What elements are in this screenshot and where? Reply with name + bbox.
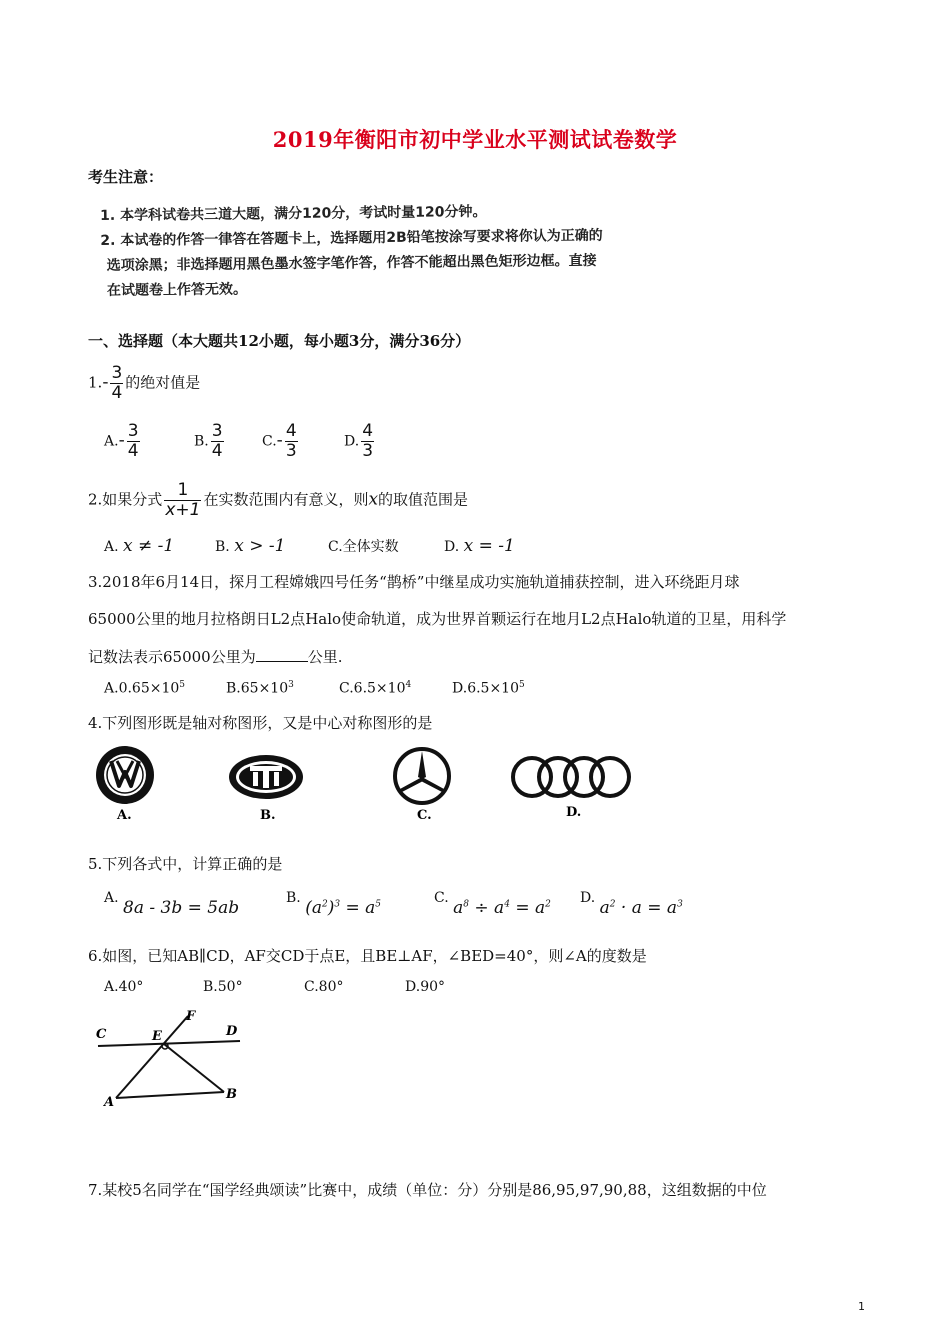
notice-line-3: 选项涂黑；非选择题用黑色墨水签字笔作答，作答不能超出黑色矩形边框。直接 xyxy=(106,252,597,274)
q2-option-b[interactable]: B. x > -1 xyxy=(215,536,286,556)
line-cd xyxy=(98,1041,240,1046)
q3-line-1: 3.2018年6月14日，探月工程嫦娥四号任务“鹊桥”中继星成功实施轨道捕获控制，进入环绕距月球 xyxy=(88,573,740,591)
question-4: 4.下列图形既是轴对称图形，又是中心对称图形的是 xyxy=(88,714,433,732)
q3-option-d[interactable]: $D.6.5\times 10^5$ xyxy=(452,680,525,697)
question-6: 6.如图，已知AB∥CD，AF交CD于点E，且BE⊥AF，∠BED=40°，则∠A的度数是 xyxy=(88,947,647,965)
q6-option-a[interactable]: A.40° xyxy=(104,979,144,995)
q1-fraction xyxy=(110,364,123,403)
q6-option-b[interactable]: B.50° xyxy=(203,979,243,995)
point-a-label: A xyxy=(104,1095,115,1110)
question-7: 7.某校5名同学在“国学经典颂读”比赛中，成绩（单位：分）分别是86,95,97,90,88，这组数据的中位 xyxy=(88,1181,767,1199)
q2-option-c[interactable]: C.全体实数 xyxy=(328,539,399,555)
logo-label-b: B. xyxy=(260,808,276,823)
q4-logos xyxy=(92,744,652,826)
q1-neg: - xyxy=(102,372,109,393)
logo-c-mercedes-icon[interactable] xyxy=(395,749,449,803)
q2-option-a[interactable]: A. x ≠ -1 xyxy=(104,536,175,556)
q5-option-c[interactable]: C. $a^8 \div a^4 = a^2$ xyxy=(434,890,551,918)
q5-option-a[interactable]: A. 8a - 3b = 5ab xyxy=(104,890,240,918)
q1-option-c[interactable]: C.- $\frac{4}{3}$ xyxy=(262,421,297,461)
logo-b-faw-icon[interactable] xyxy=(229,755,303,799)
q1-option-d[interactable]: D. $\frac{4}{3}$ xyxy=(344,421,374,461)
notice-line-1: 1. 本学科试卷共三道大题，满分120分，考试时量120分钟。 xyxy=(100,203,487,224)
q1-number: 1. xyxy=(88,373,103,392)
question-2: 2.如果分式 $\frac{1}{x+1}$ 在实数范围内有意义，则x的取值范围是 xyxy=(88,480,469,520)
logo-label-c: C. xyxy=(417,808,432,823)
line-eb xyxy=(164,1044,224,1092)
logo-d-audi-icon[interactable] xyxy=(513,758,629,796)
notice-heading: 考生注意： xyxy=(88,168,164,186)
q6-option-d[interactable]: D.90° xyxy=(405,979,446,995)
q3-option-c[interactable]: $C.6.5\times 10^4$ xyxy=(339,680,412,697)
notice-line-4: 在试题卷上作答无效。 xyxy=(106,281,247,299)
point-e-label: E xyxy=(152,1029,162,1044)
q6-option-c[interactable]: C.80° xyxy=(304,979,344,995)
line-ab xyxy=(116,1092,224,1098)
question-3 xyxy=(88,571,739,592)
question-5: 5.下列各式中，计算正确的是 xyxy=(88,855,283,873)
q3-option-a[interactable]: $A.0.65\times 10^5$ xyxy=(104,680,186,697)
exam-title: 2019年衡阳市初中学业水平测试试卷数学 xyxy=(272,127,678,152)
section-heading: 一、选择题（本大题共12小题，每小题3分，满分36分） xyxy=(88,332,471,350)
q6-geometry-figure xyxy=(88,1008,258,1112)
logo-label-d: D. xyxy=(566,805,582,820)
q5-option-d[interactable]: D. $a^2 \cdot a = a^3$ xyxy=(580,890,683,918)
question-3-line-2: 65000公里的地月拉格朗日L2点Halo使命轨道，成为世界首颗运行在地月L2点Halo轨道的卫星，用科学 xyxy=(88,610,787,628)
point-f-label: F xyxy=(186,1009,196,1024)
question-3-line-3: 记数法表示65000公里为 公里. xyxy=(88,648,343,666)
q3-blank[interactable] xyxy=(256,649,308,662)
question-1 xyxy=(88,364,200,403)
page-number: 1 xyxy=(858,1300,865,1313)
logo-a-vw-icon[interactable] xyxy=(96,746,154,804)
q1-option-a[interactable]: A.- $\frac{3}{4}$ xyxy=(104,421,139,461)
point-c-label: C xyxy=(96,1027,107,1042)
q2-option-d[interactable]: D. x = -1 xyxy=(444,536,515,556)
q1-numerator: 3 xyxy=(111,363,123,383)
notice-line-2: 2. 本试卷的作答一律答在答题卡上，选择题用2B铅笔按涂写要求将你认为正确的 xyxy=(100,227,603,249)
q1-denominator: 4 xyxy=(111,383,123,403)
q5-option-b[interactable]: B. $(a^2)^3 = a^5$ xyxy=(286,890,382,918)
point-d-label: D xyxy=(226,1024,238,1039)
q1-text: 的绝对值是 xyxy=(125,373,201,392)
point-b-label: B xyxy=(226,1087,237,1102)
q3-option-b[interactable]: $B.65\times 10^3$ xyxy=(226,680,294,697)
logo-label-a: A. xyxy=(117,808,132,823)
q2-fraction: $\frac{1}{x+1}$ xyxy=(165,480,201,520)
q1-option-b[interactable]: B. $\frac{3}{4}$ xyxy=(194,421,223,461)
notice-scan-block xyxy=(100,198,701,304)
